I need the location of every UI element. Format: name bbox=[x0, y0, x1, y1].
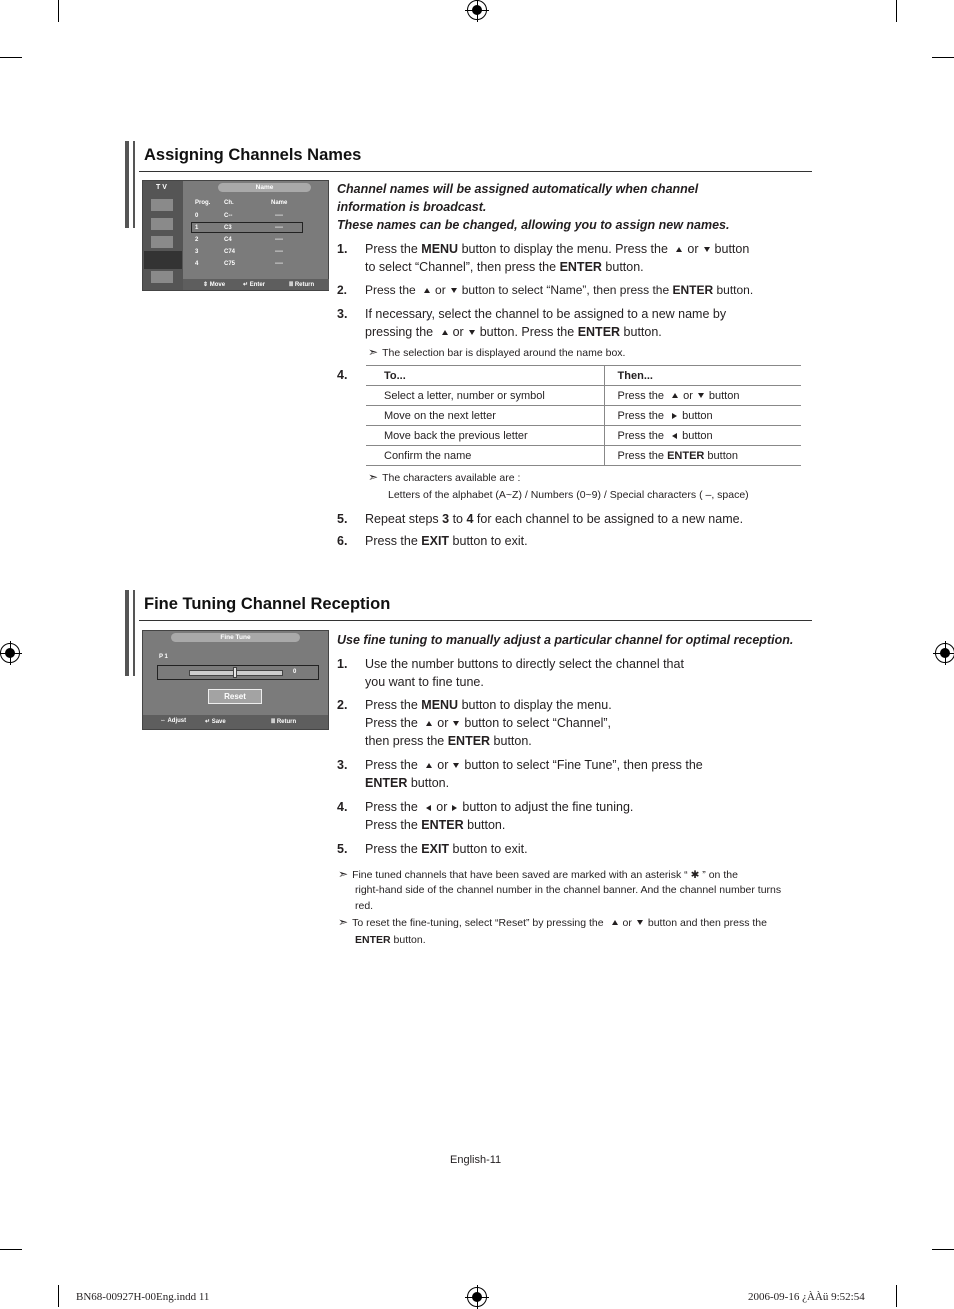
osd-footer-move: ⇕ Move bbox=[203, 282, 226, 288]
intro-text: Use fine tuning to manually adjust a particular channel for optimal reception. bbox=[337, 633, 794, 647]
osd-title: Name bbox=[218, 183, 311, 192]
section-title: Fine Tuning Channel Reception bbox=[144, 595, 391, 613]
table-header: To... bbox=[366, 366, 604, 386]
osd-header: Prog. bbox=[195, 200, 211, 206]
osd-cell: 4 bbox=[195, 261, 199, 267]
osd-cell: 3 bbox=[195, 249, 199, 255]
page-number: English-11 bbox=[450, 1154, 502, 1166]
osd-value: 0 bbox=[293, 669, 297, 675]
note-asterisk-line: red. bbox=[355, 900, 374, 912]
note-reset-line: ENTER button. bbox=[355, 934, 426, 946]
osd-selection-bar bbox=[191, 222, 303, 233]
osd-menu-icon bbox=[151, 218, 173, 230]
osd-footer-adjust: ⇔ Adjust bbox=[160, 718, 187, 724]
registration-mark-icon bbox=[467, 0, 487, 20]
table-row: Select a letter, number or symbol Press the or button bbox=[366, 386, 801, 406]
note-asterisk-line: right-hand side of the channel number in the channel banner. And the channel number turns bbox=[355, 884, 782, 896]
osd-footer-return: Ⅲ Return bbox=[289, 282, 315, 288]
osd-cell: ---- bbox=[275, 249, 283, 255]
crop-mark bbox=[58, 0, 59, 22]
osd-title: Fine Tune bbox=[171, 633, 300, 642]
osd-menu-icon bbox=[151, 236, 173, 248]
osd-reset-button: Reset bbox=[208, 689, 262, 704]
osd-cell: 1 bbox=[195, 225, 199, 231]
table-row: Move back the previous letter Press the button bbox=[366, 426, 801, 446]
section-title: Assigning Channels Names bbox=[144, 146, 362, 164]
note-asterisk: ➣ Fine tuned channels that have been saved are marked with an asterisk “ ✱ ” on the bbox=[338, 867, 738, 881]
registration-mark-icon bbox=[0, 643, 20, 663]
osd-slider-handle bbox=[233, 667, 237, 678]
table-header: Then... bbox=[604, 366, 801, 386]
note-characters: ➣ The characters available are : bbox=[368, 470, 521, 484]
intro-text: Channel names will be assigned automatically when channel information is broadcast. These names can be changed, allowing you to assign new names. bbox=[337, 182, 730, 232]
osd-cell: C3 bbox=[224, 225, 232, 231]
footer-file-name: BN68-00927H-00Eng.indd 11 bbox=[76, 1291, 210, 1303]
osd-cell: 2 bbox=[195, 237, 199, 243]
osd-tv-label: T V bbox=[156, 184, 167, 191]
note-characters-list: Letters of the alphabet (A~Z) / Numbers (0~9) / Special characters ( –, space) bbox=[388, 489, 749, 501]
osd-cell: C75 bbox=[224, 261, 236, 267]
crop-mark bbox=[896, 1285, 897, 1307]
osd-header: Name bbox=[271, 200, 288, 206]
crop-mark bbox=[58, 1285, 59, 1307]
osd-prog: P 1 bbox=[159, 654, 168, 660]
osd-header: Ch. bbox=[224, 200, 234, 206]
crop-mark bbox=[932, 57, 954, 58]
osd-menu-icon-selected bbox=[144, 251, 182, 269]
table-row: Confirm the name Press the ENTER button bbox=[366, 446, 801, 466]
key-action-table bbox=[366, 365, 801, 466]
crop-mark bbox=[896, 0, 897, 22]
crop-mark bbox=[0, 1249, 22, 1250]
osd-cell: C-- bbox=[224, 213, 233, 219]
osd-cell: C4 bbox=[224, 237, 232, 243]
table-row: Move on the next letter Press the button bbox=[366, 406, 801, 426]
osd-footer-save: ↵ Save bbox=[205, 719, 226, 725]
osd-menu-icon bbox=[151, 199, 173, 211]
registration-mark-icon bbox=[467, 1287, 487, 1307]
osd-cell: C74 bbox=[224, 249, 236, 255]
osd-cell: ---- bbox=[275, 225, 283, 231]
osd-footer-enter: ↵ Enter bbox=[243, 282, 266, 288]
osd-cell: 0 bbox=[195, 213, 199, 219]
registration-mark-icon bbox=[935, 643, 954, 663]
osd-footer-return: Ⅲ Return bbox=[271, 719, 297, 725]
osd-cell: ---- bbox=[275, 213, 283, 219]
footer-timestamp: 2006-09-16 ¿ÀÀü 9:52:54 bbox=[748, 1291, 865, 1303]
osd-cell: ---- bbox=[275, 237, 283, 243]
osd-menu-icon bbox=[151, 271, 173, 283]
crop-mark bbox=[0, 57, 22, 58]
note-selection-bar: ➣ The selection bar is displayed around the name box. bbox=[368, 345, 626, 359]
fine-tune-screenshot bbox=[142, 630, 329, 730]
tv-menu-screenshot bbox=[142, 180, 329, 291]
crop-mark bbox=[932, 1249, 954, 1250]
osd-cell: ---- bbox=[275, 261, 283, 267]
note-reset: ➣ To reset the fine-tuning, select “Reset” by pressing the or button and then press the bbox=[338, 915, 767, 929]
